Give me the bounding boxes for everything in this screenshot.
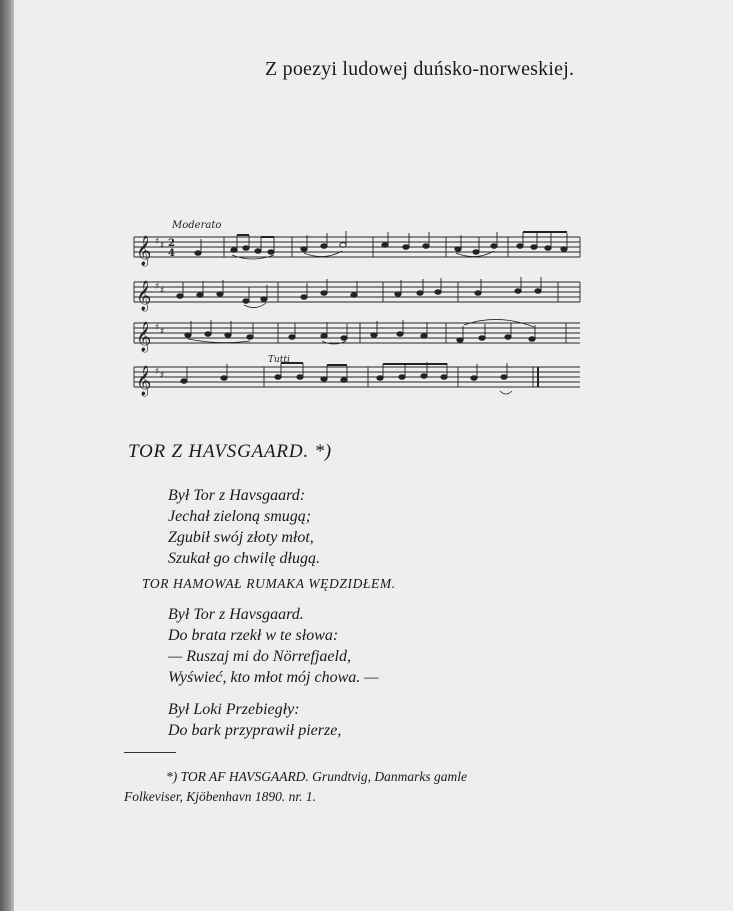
verse-line: Był Loki Przebiegły: xyxy=(168,701,300,718)
svg-text:♯: ♯ xyxy=(160,327,165,337)
time-signature-denominator: 4 xyxy=(168,248,175,259)
svg-text:♯: ♯ xyxy=(160,286,165,296)
tempo-mark: Moderato xyxy=(172,220,222,231)
staff-4 xyxy=(134,367,580,387)
footnote-line-2: Folkeviser, Kjöbenhavn 1890. nr. 1. xyxy=(124,789,316,804)
svg-text:♯: ♯ xyxy=(160,241,165,251)
verse-line: Szukał go chwilę długą. xyxy=(168,550,320,567)
svg-text:♯: ♯ xyxy=(155,282,160,292)
svg-text:♯: ♯ xyxy=(155,367,160,377)
tutti-mark: Tutti xyxy=(268,355,290,365)
footnote xyxy=(124,767,584,807)
svg-text:♯: ♯ xyxy=(160,371,165,381)
footnote-line-1: *) TOR AF HAVSGAARD. Grundtvig, Danmarks gamle xyxy=(166,769,468,784)
verse-line: — Ruszaj mi do Nörrefjaeld, xyxy=(168,648,351,665)
svg-text:♯: ♯ xyxy=(155,323,160,333)
running-header: Z poezyi ludowej duńsko-norweskiej. xyxy=(265,58,575,80)
section-subheading: TOR HAMOWAŁ RUMAKA WĘDZIDŁEM. xyxy=(142,576,396,591)
stanza-1 xyxy=(168,485,320,569)
music-score xyxy=(128,215,583,405)
svg-text:𝄞: 𝄞 xyxy=(136,281,152,311)
verse-line: Był Tor z Havsgaard. xyxy=(168,606,304,623)
verse-line: Wyświeć, kto młot mój chowa. — xyxy=(168,669,379,686)
svg-text:𝄞: 𝄞 xyxy=(136,366,152,396)
stanza-3 xyxy=(168,699,341,741)
book-spine-edge xyxy=(0,0,14,911)
stanza-2 xyxy=(168,604,379,688)
verse-line: Zgubił swój złoty młot, xyxy=(168,529,314,546)
verse-line: Był Tor z Havsgaard: xyxy=(168,487,306,504)
time-signature-numerator: 2 xyxy=(168,238,175,249)
verse-line: Do bark przyprawił pierze, xyxy=(168,722,342,739)
poem-title: TOR Z HAVSGAARD. *) xyxy=(128,441,332,462)
footnote-separator xyxy=(124,752,176,753)
svg-text:𝄞: 𝄞 xyxy=(136,322,152,352)
svg-text:♯: ♯ xyxy=(155,237,160,247)
verse-line: Do brata rzekł w te słowa: xyxy=(168,627,339,644)
staff-3 xyxy=(134,323,580,343)
svg-text:𝄞: 𝄞 xyxy=(136,236,152,266)
verse-line: Jechał zieloną smugą; xyxy=(168,508,312,525)
